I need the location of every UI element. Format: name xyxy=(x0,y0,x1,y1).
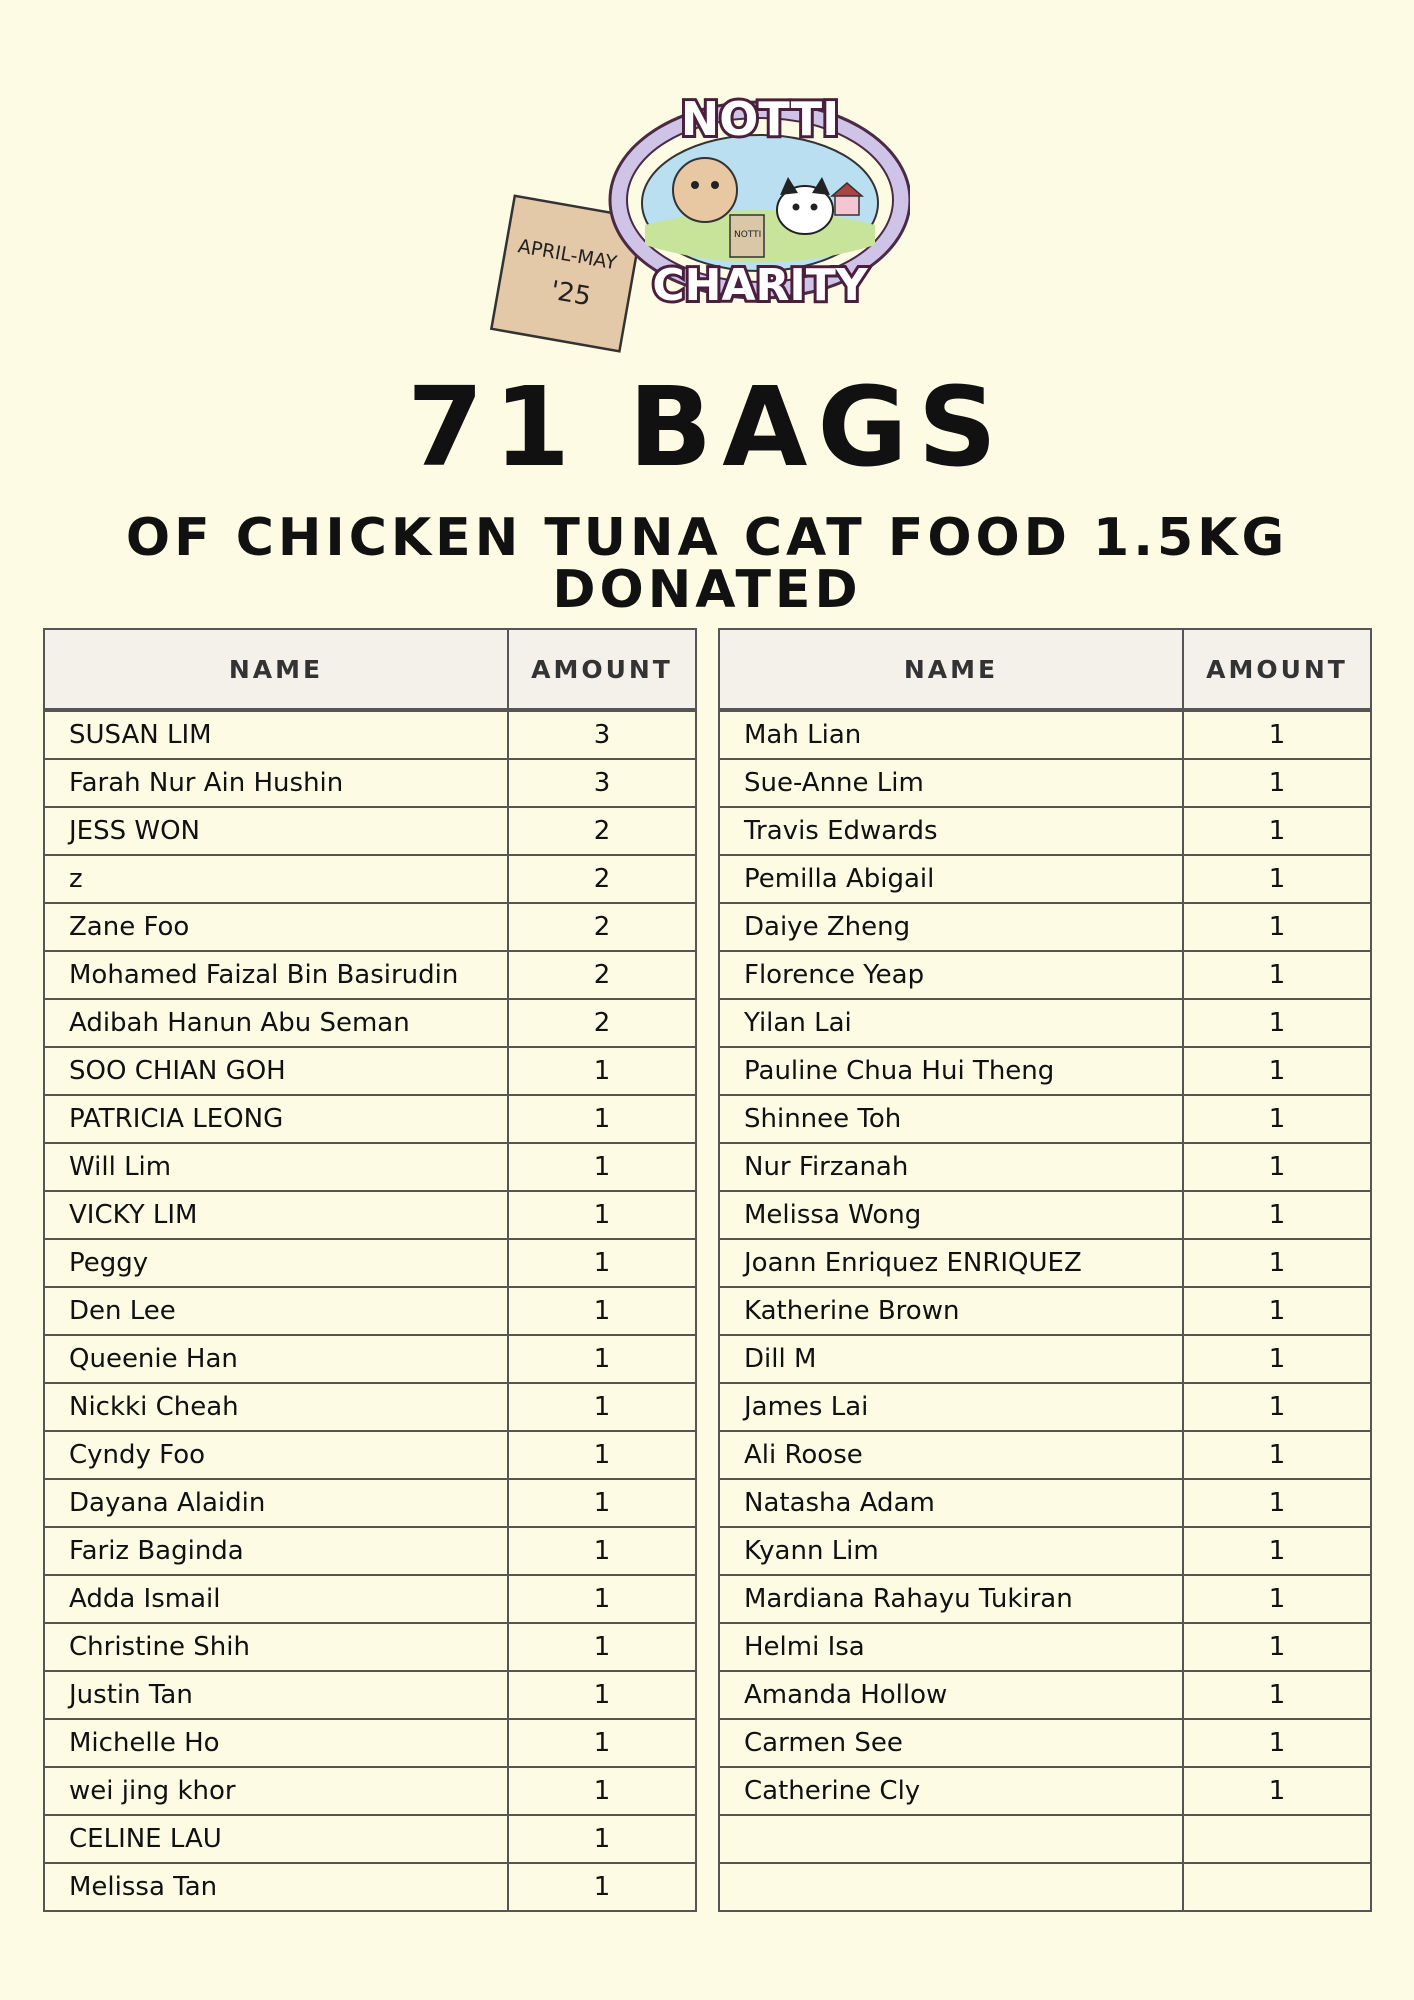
logo-illustration xyxy=(490,95,910,365)
column-header-name: NAME xyxy=(719,629,1183,710)
donor-name: Michelle Ho xyxy=(44,1719,508,1767)
donation-amount: 1 xyxy=(1183,1047,1371,1095)
table-row xyxy=(719,1047,1371,1095)
donor-table-right xyxy=(718,628,1372,1912)
donor-name: Mah Lian xyxy=(744,720,862,750)
donation-amount: 1 xyxy=(1183,1335,1371,1383)
donor-table-left xyxy=(43,628,697,1912)
table-row xyxy=(719,1335,1371,1383)
donor-name: Katherine Brown xyxy=(719,1287,1183,1335)
table-row xyxy=(719,1671,1371,1719)
donor-name: Travis Edwards xyxy=(719,807,1183,855)
donation-amount: 1 xyxy=(508,1335,696,1383)
donation-amount: 1 xyxy=(508,1047,696,1095)
donor-name: Farah Nur Ain Hushin xyxy=(44,759,508,807)
donor-name: Sue-Anne Lim xyxy=(719,759,1183,807)
table-row xyxy=(719,1719,1371,1767)
donation-amount: 1 xyxy=(1183,1143,1371,1191)
donation-amount: 2 xyxy=(508,903,696,951)
donation-amount: 1 xyxy=(508,1767,696,1815)
donor-name: Dill M xyxy=(719,1335,1183,1383)
donor-name: Dayana Alaidin xyxy=(44,1479,508,1527)
table-row xyxy=(44,1815,696,1863)
table-header-row xyxy=(719,629,1371,710)
table-row xyxy=(719,1431,1371,1479)
column-header-amount: AMOUNT xyxy=(508,629,696,710)
donation-amount: 3 xyxy=(508,759,696,807)
donation-amount: 3 xyxy=(508,710,696,759)
table-row xyxy=(44,1383,696,1431)
donor-name: Amanda Hollow xyxy=(719,1671,1183,1719)
donation-amount: 1 xyxy=(1183,1575,1371,1623)
donation-amount: 1 xyxy=(1183,759,1371,807)
donation-amount: 2 xyxy=(508,807,696,855)
table-row xyxy=(719,1527,1371,1575)
donation-amount: 1 xyxy=(508,1863,696,1911)
table-row xyxy=(44,1671,696,1719)
table-row xyxy=(719,1287,1371,1335)
donation-amount: 1 xyxy=(1183,1527,1371,1575)
donor-name: Adibah Hanun Abu Seman xyxy=(44,999,508,1047)
donor-name: Pemilla Abigail xyxy=(719,855,1183,903)
donation-amount: 1 xyxy=(508,1095,696,1143)
donor-name: SUSAN LIM xyxy=(69,720,212,750)
table-row xyxy=(719,1575,1371,1623)
table-row xyxy=(719,807,1371,855)
table-row xyxy=(719,1479,1371,1527)
donor-name: Melissa Wong xyxy=(719,1191,1183,1239)
table-row xyxy=(44,1239,696,1287)
donation-amount xyxy=(1183,1815,1371,1863)
table-row xyxy=(44,1287,696,1335)
table-row xyxy=(719,759,1371,807)
donor-name: Fariz Baginda xyxy=(44,1527,508,1575)
donor-name: Mohamed Faizal Bin Basirudin xyxy=(44,951,508,999)
donor-name: Catherine Cly xyxy=(719,1767,1183,1815)
donation-amount: 1 xyxy=(1183,1095,1371,1143)
donation-amount: 1 xyxy=(1183,1767,1371,1815)
donor-name: PATRICIA LEONG xyxy=(44,1095,508,1143)
table-row xyxy=(44,855,696,903)
donor-name: Nickki Cheah xyxy=(44,1383,508,1431)
donor-name xyxy=(719,1863,1183,1911)
donation-amount: 1 xyxy=(1183,951,1371,999)
table-row xyxy=(44,1431,696,1479)
table-row xyxy=(44,710,696,759)
donor-name: Melissa Tan xyxy=(44,1863,508,1911)
headline-total-bags: 71 BAGS xyxy=(407,363,1007,491)
donor-name: Joann Enriquez ENRIQUEZ xyxy=(719,1239,1183,1287)
table-row xyxy=(44,1623,696,1671)
donor-name: SOO CHIAN GOH xyxy=(44,1047,508,1095)
column-header-name: NAME xyxy=(44,629,508,710)
brand-top: NOTTI xyxy=(680,95,840,146)
table-row xyxy=(719,999,1371,1047)
table-row xyxy=(719,710,1371,759)
table-row xyxy=(44,1527,696,1575)
table-row xyxy=(44,1143,696,1191)
donation-amount: 1 xyxy=(508,1191,696,1239)
donor-name: VICKY LIM xyxy=(44,1191,508,1239)
donation-amount: 1 xyxy=(1183,710,1371,759)
column-header-amount: AMOUNT xyxy=(1183,629,1371,710)
subheadline: OF CHICKEN TUNA CAT FOOD 1.5KG DONATED xyxy=(125,508,1289,620)
table-row xyxy=(719,1095,1371,1143)
table-row xyxy=(44,1191,696,1239)
donor-name: Shinnee Toh xyxy=(719,1095,1183,1143)
donation-amount: 1 xyxy=(1183,807,1371,855)
table-row xyxy=(719,1191,1371,1239)
donor-name: Peggy xyxy=(44,1239,508,1287)
donation-amount: 1 xyxy=(508,1527,696,1575)
table-row xyxy=(719,951,1371,999)
donor-name: Justin Tan xyxy=(44,1671,508,1719)
donor-name: JESS WON xyxy=(44,807,508,855)
table-row xyxy=(44,1575,696,1623)
table-header-row xyxy=(44,629,696,710)
donation-amount: 1 xyxy=(508,1431,696,1479)
table-row xyxy=(44,1095,696,1143)
donation-amount: 1 xyxy=(508,1623,696,1671)
donation-amount: 2 xyxy=(508,951,696,999)
donor-name: James Lai xyxy=(719,1383,1183,1431)
donation-amount: 1 xyxy=(1183,1623,1371,1671)
brand-bottom: CHARITY xyxy=(652,260,868,311)
donor-name: Cyndy Foo xyxy=(44,1431,508,1479)
tag-text-line1: APRIL-MAY xyxy=(516,235,619,275)
donor-name: Kyann Lim xyxy=(719,1527,1183,1575)
table-row xyxy=(719,1239,1371,1287)
donation-amount: 1 xyxy=(508,1239,696,1287)
table-row xyxy=(719,1383,1371,1431)
donation-amount: 1 xyxy=(1183,1383,1371,1431)
table-row xyxy=(719,1143,1371,1191)
table-row xyxy=(44,1767,696,1815)
table-row xyxy=(44,1047,696,1095)
donor-name: Zane Foo xyxy=(44,903,508,951)
donor-name: Christine Shih xyxy=(44,1623,508,1671)
donation-amount: 1 xyxy=(1183,999,1371,1047)
donation-amount: 1 xyxy=(508,1143,696,1191)
tag-text-line2: '25 xyxy=(548,275,594,313)
donation-amount: 1 xyxy=(508,1719,696,1767)
table-row xyxy=(44,903,696,951)
table-row xyxy=(44,807,696,855)
donation-amount: 1 xyxy=(508,1815,696,1863)
charity-logo xyxy=(490,95,910,365)
donation-amount: 1 xyxy=(1183,1719,1371,1767)
donor-name: Florence Yeap xyxy=(719,951,1183,999)
donation-amount: 1 xyxy=(1183,903,1371,951)
donation-amount: 1 xyxy=(508,1575,696,1623)
table-row xyxy=(719,1623,1371,1671)
table-row xyxy=(44,1719,696,1767)
donor-name: Daiye Zheng xyxy=(719,903,1183,951)
table-row xyxy=(44,951,696,999)
donation-amount: 1 xyxy=(1183,1239,1371,1287)
donor-name: z xyxy=(44,855,508,903)
donation-amount: 2 xyxy=(508,855,696,903)
table-row xyxy=(44,999,696,1047)
donor-name: Den Lee xyxy=(44,1287,508,1335)
donation-amount: 1 xyxy=(1183,1287,1371,1335)
donation-amount: 1 xyxy=(508,1671,696,1719)
table-row xyxy=(719,855,1371,903)
donor-name: Queenie Han xyxy=(44,1335,508,1383)
donation-amount xyxy=(1183,1863,1371,1911)
donor-name: Nur Firzanah xyxy=(719,1143,1183,1191)
donor-name: Ali Roose xyxy=(719,1431,1183,1479)
table-row xyxy=(719,1863,1371,1911)
table-row xyxy=(719,903,1371,951)
donation-amount: 1 xyxy=(1183,855,1371,903)
donation-amount: 1 xyxy=(508,1287,696,1335)
table-row xyxy=(44,1863,696,1911)
donor-name: wei jing khor xyxy=(44,1767,508,1815)
table-row xyxy=(44,1335,696,1383)
bag-label: NOTTI xyxy=(734,230,762,240)
donation-amount: 1 xyxy=(508,1383,696,1431)
donation-amount: 1 xyxy=(1183,1671,1371,1719)
donor-name: Yilan Lai xyxy=(719,999,1183,1047)
table-row xyxy=(719,1767,1371,1815)
donor-name: CELINE LAU xyxy=(44,1815,508,1863)
donor-name: Natasha Adam xyxy=(719,1479,1183,1527)
donor-name: Adda Ismail xyxy=(44,1575,508,1623)
table-body xyxy=(44,710,696,1911)
donation-amount: 1 xyxy=(1183,1191,1371,1239)
donor-name: Will Lim xyxy=(44,1143,508,1191)
table-row xyxy=(719,1815,1371,1863)
donation-amount: 2 xyxy=(508,999,696,1047)
table-row xyxy=(44,1479,696,1527)
donor-name: Mardiana Rahayu Tukiran xyxy=(719,1575,1183,1623)
donor-name: Helmi Isa xyxy=(719,1623,1183,1671)
donation-amount: 1 xyxy=(1183,1431,1371,1479)
donation-amount: 1 xyxy=(1183,1479,1371,1527)
table-row xyxy=(44,759,696,807)
donor-name: Pauline Chua Hui Theng xyxy=(719,1047,1183,1095)
table-body xyxy=(719,710,1371,1911)
donor-name xyxy=(719,1815,1183,1863)
donor-name: Carmen See xyxy=(719,1719,1183,1767)
donation-amount: 1 xyxy=(508,1479,696,1527)
